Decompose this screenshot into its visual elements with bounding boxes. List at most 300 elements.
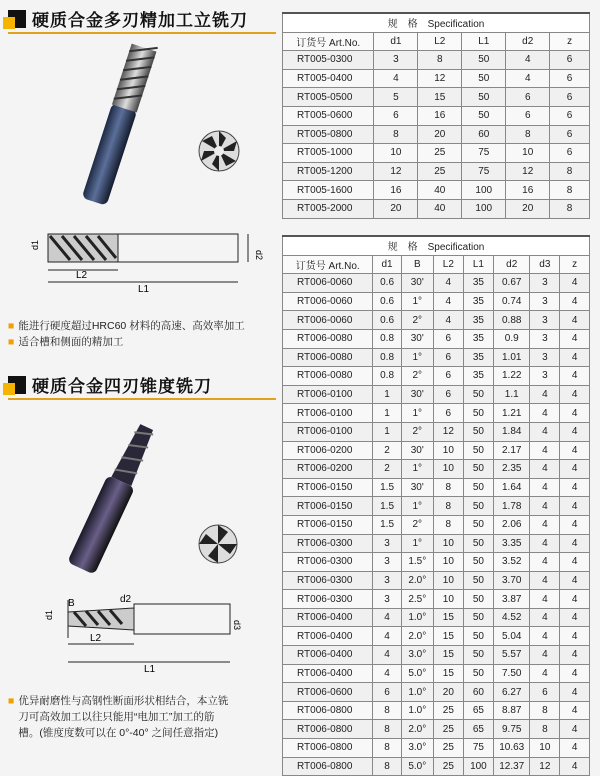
spec-cell: 8	[530, 720, 560, 739]
spec-cell: 6	[373, 683, 401, 702]
art-no-cell: RT005-1000	[283, 144, 374, 163]
spec-cell: 3	[530, 311, 560, 330]
spec-cell: 4	[374, 69, 418, 88]
spec-cell: 15	[433, 608, 463, 627]
spec-cell: 4	[530, 646, 560, 665]
spec-cell: 4	[530, 478, 560, 497]
spec-cell: 100	[463, 757, 493, 776]
table-row	[283, 311, 590, 330]
spec-cell: 25	[433, 739, 463, 758]
spec-cell: 2°	[401, 367, 433, 386]
spec-cell: 4	[560, 664, 590, 683]
spec-cell: 65	[463, 701, 493, 720]
spec-cell: 6	[374, 106, 418, 125]
spec-cell: 4	[373, 664, 401, 683]
spec-cell: 8	[433, 515, 463, 534]
spec-cell: 1°	[401, 348, 433, 367]
spec-cell: 35	[463, 329, 493, 348]
spec-cell: 12	[530, 757, 560, 776]
table-row	[283, 329, 590, 348]
section2-title: 硬质合金四刃锥度铣刀	[32, 377, 212, 396]
art-no-cell: RT006-0400	[283, 627, 373, 646]
spec-cell: 8	[433, 497, 463, 516]
spec-cell: 0.74	[494, 292, 530, 311]
spec-cell: 4	[560, 497, 590, 516]
feature-item: 槽。(锥度度数可以在 0°-40° 之间任意指定)	[18, 727, 219, 739]
spec-cell: 6	[550, 69, 590, 88]
spec-cell: 25	[433, 701, 463, 720]
spec-cell: 1°	[401, 460, 433, 479]
spec-cell: 4	[560, 608, 590, 627]
spec-cell: 1.0°	[401, 683, 433, 702]
spec-cell: 40	[418, 181, 462, 200]
spec-cell: 10	[433, 441, 463, 460]
spec-cell: 1.84	[494, 422, 530, 441]
six-flute-cross-section-icon	[196, 128, 242, 174]
spec-cell: 10.63	[494, 739, 530, 758]
spec-cell: 8	[373, 701, 401, 720]
table-row	[283, 199, 590, 218]
column-header: d2	[494, 255, 530, 274]
table-row	[283, 144, 590, 163]
art-no-cell: RT006-0400	[283, 646, 373, 665]
section1-features	[8, 318, 245, 350]
spec-cell: 35	[463, 274, 493, 293]
feature-item: ■ 适合槽和侧面的精加工	[8, 336, 124, 348]
spec-cell: 30'	[401, 441, 433, 460]
spec-cell: 6	[506, 106, 550, 125]
spec-cell: 1.0°	[401, 608, 433, 627]
art-no-cell: RT006-0200	[283, 460, 373, 479]
spec-cell: 4	[560, 571, 590, 590]
spec-cell: 30'	[401, 274, 433, 293]
column-header: B	[401, 255, 433, 274]
spec-cell: 2.17	[494, 441, 530, 460]
spec-cell: 4	[560, 720, 590, 739]
table-row	[283, 385, 590, 404]
art-no-cell: RT006-0060	[283, 274, 373, 293]
spec-cell: 65	[463, 720, 493, 739]
drawing2-l1-label: L1	[144, 664, 156, 675]
art-no-cell: RT006-0800	[283, 739, 373, 758]
spec-cell: 3	[530, 348, 560, 367]
spec-cell: 3.87	[494, 590, 530, 609]
table-row	[283, 274, 590, 293]
drawing2-d2-label: d2	[120, 594, 132, 605]
column-header: z	[550, 32, 590, 51]
art-no-cell: RT006-0300	[283, 534, 373, 553]
art-no-cell: RT005-0600	[283, 106, 374, 125]
spec-cell: 50	[463, 478, 493, 497]
table1-header-top: 规 格 Specification	[283, 13, 590, 32]
four-flute-cross-section-icon	[196, 522, 240, 566]
spec-cell: 50	[463, 515, 493, 534]
table-row	[283, 69, 590, 88]
art-no-cell: RT006-0100	[283, 385, 373, 404]
spec-cell: 50	[463, 497, 493, 516]
spec-cell: 4	[560, 274, 590, 293]
table-row	[283, 553, 590, 572]
spec-cell: 4.52	[494, 608, 530, 627]
spec-cell: 30'	[401, 329, 433, 348]
spec-cell: 50	[463, 422, 493, 441]
spec-cell: 4	[530, 497, 560, 516]
art-no-cell: RT006-0600	[283, 683, 373, 702]
spec-cell: 4	[560, 646, 590, 665]
spec-cell: 12	[374, 162, 418, 181]
spec-cell: 20	[418, 125, 462, 144]
art-no-cell: RT006-0800	[283, 720, 373, 739]
art-no-cell: RT006-0080	[283, 348, 373, 367]
spec-cell: 35	[463, 292, 493, 311]
table-row	[283, 720, 590, 739]
art-no-cell: RT006-0100	[283, 404, 373, 423]
spec-cell: 8	[550, 199, 590, 218]
spec-cell: 8	[373, 720, 401, 739]
spec-cell: 5.0°	[401, 664, 433, 683]
spec-cell: 50	[463, 627, 493, 646]
spec-cell: 6	[550, 88, 590, 107]
spec-cell: 4	[530, 553, 560, 572]
spec-cell: 12	[433, 422, 463, 441]
spec-cell: 2.06	[494, 515, 530, 534]
spec-cell: 3	[530, 367, 560, 386]
spec-cell: 8	[530, 701, 560, 720]
spec-cell: 12.37	[494, 757, 530, 776]
art-no-cell: RT006-0800	[283, 757, 373, 776]
spec-cell: 50	[463, 460, 493, 479]
column-header: L2	[418, 32, 462, 51]
art-no-cell: RT005-0800	[283, 125, 374, 144]
art-no-cell: RT006-0200	[283, 441, 373, 460]
spec-cell: 3	[373, 571, 401, 590]
spec-cell: 12	[506, 162, 550, 181]
spec-cell: 1.5	[373, 478, 401, 497]
spec-cell: 3	[373, 553, 401, 572]
art-no-cell: RT005-0300	[283, 51, 374, 70]
spec-cell: 3	[530, 274, 560, 293]
section2-heading	[8, 372, 212, 397]
spec-cell: 75	[462, 144, 506, 163]
spec-cell: 10	[433, 571, 463, 590]
spec-cell: 4	[560, 701, 590, 720]
art-no-cell: RT006-0100	[283, 422, 373, 441]
drawing1-d1-label: d1	[30, 239, 40, 250]
art-no-cell: RT005-1600	[283, 181, 374, 200]
spec-cell: 6	[433, 367, 463, 386]
spec-cell: 16	[374, 181, 418, 200]
spec-cell: 30'	[401, 385, 433, 404]
section1-heading	[8, 6, 248, 31]
column-header: L1	[462, 32, 506, 51]
spec-cell: 2	[373, 441, 401, 460]
spec-cell: 4	[530, 441, 560, 460]
spec-cell: 50	[463, 590, 493, 609]
spec-cell: 10	[506, 144, 550, 163]
drawing2-l2-label: L2	[90, 633, 102, 644]
spec-cell: 6	[433, 348, 463, 367]
spec-cell: 50	[463, 534, 493, 553]
art-no-cell: RT006-0080	[283, 367, 373, 386]
art-no-cell: RT005-0500	[283, 88, 374, 107]
section2-features	[8, 693, 228, 741]
spec-cell: 4	[506, 69, 550, 88]
spec-cell: 2°	[401, 311, 433, 330]
spec-cell: 4	[530, 627, 560, 646]
spec-cell: 0.9	[494, 329, 530, 348]
spec-cell: 3	[374, 51, 418, 70]
spec-cell: 10	[374, 144, 418, 163]
drawing2-d3-label: d3	[232, 620, 242, 631]
table-row	[283, 608, 590, 627]
feature-item: ■ 能进行硬度超过HRC60 材料的高速、高效率加工	[8, 320, 245, 332]
spec-cell: 3.52	[494, 553, 530, 572]
drawing1-d2-label: d2	[254, 250, 264, 261]
feature-item: ■ 优异耐磨性与高钢性断面形状相结合，本立铣	[8, 695, 229, 707]
spec-cell: 2.5°	[401, 590, 433, 609]
spec-cell: 6	[550, 51, 590, 70]
table-row	[283, 646, 590, 665]
spec-cell: 1.1	[494, 385, 530, 404]
tapered-spec-table	[282, 235, 590, 776]
spec-cell: 8.87	[494, 701, 530, 720]
spec-cell: 4	[560, 683, 590, 702]
spec-cell: 8	[418, 51, 462, 70]
drawing1-l2-label: L2	[76, 270, 88, 281]
spec-cell: 25	[433, 757, 463, 776]
column-header: d1	[373, 255, 401, 274]
spec-cell: 4	[560, 311, 590, 330]
table2-header-top: 规 格 Specification	[283, 236, 590, 255]
art-no-cell: RT006-0150	[283, 515, 373, 534]
spec-cell: 1.5°	[401, 553, 433, 572]
spec-cell: 20	[374, 199, 418, 218]
table-row	[283, 534, 590, 553]
table-row	[283, 181, 590, 200]
spec-cell: 16	[418, 106, 462, 125]
spec-cell: 6	[550, 106, 590, 125]
spec-cell: 4	[560, 460, 590, 479]
spec-cell: 0.6	[373, 292, 401, 311]
spec-cell: 16	[506, 181, 550, 200]
spec-cell: 1.22	[494, 367, 530, 386]
table-row	[283, 683, 590, 702]
art-no-cell: RT006-0300	[283, 571, 373, 590]
table-row	[283, 478, 590, 497]
column-header: d1	[374, 32, 418, 51]
spec-cell: 5	[374, 88, 418, 107]
spec-cell: 50	[462, 106, 506, 125]
spec-cell: 1.21	[494, 404, 530, 423]
spec-cell: 4	[530, 608, 560, 627]
spec-cell: 2.0°	[401, 627, 433, 646]
spec-cell: 4	[433, 274, 463, 293]
spec-cell: 4	[560, 329, 590, 348]
tapered-end-mill-image	[30, 410, 200, 580]
spec-cell: 50	[462, 88, 506, 107]
spec-cell: 3	[373, 534, 401, 553]
multi-flute-end-mill-image	[50, 40, 190, 210]
spec-cell: 4	[560, 534, 590, 553]
spec-cell: 50	[463, 385, 493, 404]
spec-cell: 4	[560, 757, 590, 776]
spec-cell: 4	[560, 404, 590, 423]
spec-cell: 0.6	[373, 274, 401, 293]
art-no-cell: RT006-0400	[283, 664, 373, 683]
spec-cell: 50	[463, 404, 493, 423]
spec-cell: 35	[463, 367, 493, 386]
spec-cell: 10	[433, 460, 463, 479]
spec-cell: 100	[462, 181, 506, 200]
art-no-cell: RT006-0060	[283, 311, 373, 330]
spec-cell: 1.5	[373, 515, 401, 534]
spec-cell: 6.27	[494, 683, 530, 702]
spec-cell: 25	[418, 144, 462, 163]
table-row	[283, 739, 590, 758]
spec-cell: 8	[550, 162, 590, 181]
spec-cell: 0.88	[494, 311, 530, 330]
spec-cell: 50	[463, 571, 493, 590]
spec-cell: 6	[506, 88, 550, 107]
art-no-cell: RT005-1200	[283, 162, 374, 181]
multi-flute-spec-table	[282, 12, 590, 219]
spec-cell: 6	[433, 385, 463, 404]
art-no-cell: RT005-2000	[283, 199, 374, 218]
spec-cell: 4	[560, 441, 590, 460]
art-no-cell: RT006-0080	[283, 329, 373, 348]
spec-cell: 3	[373, 590, 401, 609]
section-marker-icon	[8, 376, 26, 394]
column-header: L1	[463, 255, 493, 274]
spec-cell: 4	[560, 739, 590, 758]
spec-cell: 2°	[401, 422, 433, 441]
spec-cell: 6	[530, 683, 560, 702]
spec-cell: 4	[560, 292, 590, 311]
spec-cell: 6	[433, 329, 463, 348]
table-row	[283, 590, 590, 609]
spec-cell: 35	[463, 348, 493, 367]
spec-cell: 8	[373, 757, 401, 776]
spec-cell: 1.78	[494, 497, 530, 516]
spec-cell: 3.70	[494, 571, 530, 590]
table-row	[283, 162, 590, 181]
spec-cell: 0.67	[494, 274, 530, 293]
spec-cell: 15	[433, 646, 463, 665]
spec-cell: 5.0°	[401, 757, 433, 776]
spec-cell: 3	[530, 292, 560, 311]
spec-cell: 4	[373, 646, 401, 665]
spec-cell: 2°	[401, 515, 433, 534]
spec-cell: 3	[530, 329, 560, 348]
spec-cell: 50	[463, 646, 493, 665]
spec-cell: 1	[373, 385, 401, 404]
spec-cell: 20	[433, 683, 463, 702]
art-no-cell: RT006-0400	[283, 608, 373, 627]
section1-underline	[8, 32, 276, 34]
spec-cell: 50	[462, 69, 506, 88]
spec-cell: 4	[530, 571, 560, 590]
table-row	[283, 88, 590, 107]
spec-cell: 4	[560, 627, 590, 646]
spec-cell: 1.64	[494, 478, 530, 497]
spec-cell: 10	[433, 534, 463, 553]
table-row	[283, 515, 590, 534]
column-header: 订货号 Art.No.	[283, 32, 374, 51]
table-row	[283, 664, 590, 683]
spec-cell: 6	[433, 404, 463, 423]
column-header: d2	[506, 32, 550, 51]
multi-flute-technical-drawing	[20, 226, 270, 298]
spec-cell: 9.75	[494, 720, 530, 739]
spec-cell: 8	[550, 181, 590, 200]
spec-cell: 75	[463, 739, 493, 758]
table-row	[283, 460, 590, 479]
spec-cell: 0.6	[373, 311, 401, 330]
spec-cell: 50	[462, 51, 506, 70]
art-no-cell: RT005-0400	[283, 69, 374, 88]
spec-cell: 3.35	[494, 534, 530, 553]
spec-cell: 4	[530, 590, 560, 609]
table-row	[283, 367, 590, 386]
spec-cell: 8	[373, 739, 401, 758]
tapered-technical-drawing	[24, 590, 270, 676]
spec-cell: 50	[463, 441, 493, 460]
spec-cell: 4	[530, 664, 560, 683]
spec-cell: 2	[373, 460, 401, 479]
table-row	[283, 125, 590, 144]
spec-cell: 3.0°	[401, 646, 433, 665]
spec-cell: 50	[463, 608, 493, 627]
spec-cell: 10	[530, 739, 560, 758]
table-row	[283, 701, 590, 720]
spec-cell: 1	[373, 404, 401, 423]
spec-cell: 20	[506, 199, 550, 218]
feature-item: 刀可高效加工以往只能用“电加工”加工的筋	[18, 711, 215, 723]
column-header: 订货号 Art.No.	[283, 255, 373, 274]
spec-cell: 4	[373, 608, 401, 627]
drawing1-l1-label: L1	[138, 284, 150, 295]
spec-cell: 4	[560, 348, 590, 367]
table-row	[283, 497, 590, 516]
spec-cell: 1°	[401, 497, 433, 516]
art-no-cell: RT006-0300	[283, 553, 373, 572]
spec-cell: 1.01	[494, 348, 530, 367]
table-row	[283, 571, 590, 590]
spec-cell: 4	[433, 292, 463, 311]
spec-cell: 4	[560, 367, 590, 386]
section1-title: 硬质合金多刃精加工立铣刀	[32, 11, 248, 30]
spec-cell: 4	[433, 311, 463, 330]
spec-cell: 5.57	[494, 646, 530, 665]
spec-cell: 7.50	[494, 664, 530, 683]
spec-cell: 4	[560, 590, 590, 609]
spec-cell: 25	[433, 720, 463, 739]
table-row	[283, 441, 590, 460]
spec-cell: 1.0°	[401, 701, 433, 720]
table-row	[283, 627, 590, 646]
spec-cell: 60	[463, 683, 493, 702]
spec-cell: 4	[530, 460, 560, 479]
column-header: L2	[433, 255, 463, 274]
table-row	[283, 292, 590, 311]
spec-cell: 4	[560, 385, 590, 404]
spec-cell: 1.5	[373, 497, 401, 516]
spec-cell: 15	[418, 88, 462, 107]
spec-cell: 4	[506, 51, 550, 70]
art-no-cell: RT006-0800	[283, 701, 373, 720]
spec-cell: 4	[560, 553, 590, 572]
spec-cell: 2.0°	[401, 571, 433, 590]
